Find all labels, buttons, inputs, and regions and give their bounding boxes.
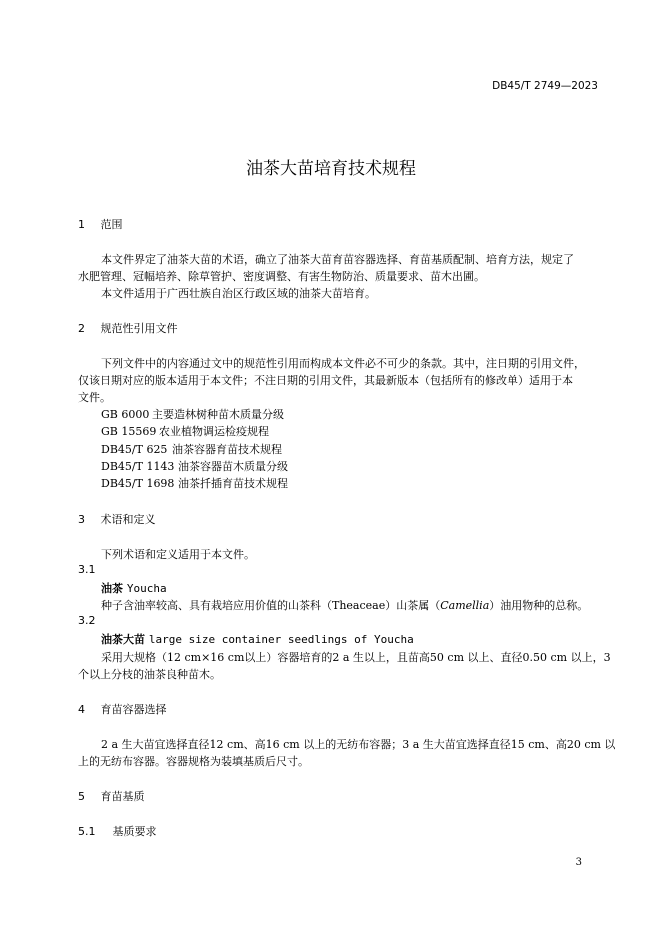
reference-code: GB 6000: [101, 408, 150, 421]
paragraph-line: 上的无纺布容器。容器规格为装填基质后尺寸。: [78, 755, 309, 768]
paragraph-line: 下列文件中的内容通过文中的规范性引用而构成本文件必不可少的条款。其中，注日期的引用文件，: [101, 357, 585, 370]
page-title: 油茶大苗培育技术规程: [246, 159, 416, 179]
section-title: 育苗容器选择: [100, 703, 167, 716]
section-number: 3: [78, 513, 85, 526]
paragraph-line: 2 a 生大苗宜选择直径12 cm、高16 cm 以上的无纺布容器；3 a 生大苗宜选择直径15 cm、高20 cm 以: [101, 738, 616, 751]
reference-code: DB45/T 1698: [101, 477, 175, 490]
term-name-en: Youcha: [126, 582, 167, 595]
section-3-heading: [78, 511, 156, 527]
page-number: 3: [575, 857, 582, 868]
reference-item: [101, 423, 269, 439]
term-number: 3.1: [78, 563, 96, 576]
term-name-cn: 油茶大苗: [101, 633, 145, 646]
paragraph-line: 下列术语和定义适用于本文件。: [101, 548, 255, 561]
term-definition: 采用大规格（12 cm×16 cm以上）容器培育的2 a 生以上，且苗高50 cm 以上、直径0.50 cm 以上，3: [101, 651, 611, 664]
reference-name: 农业植物调运检疫规程: [159, 425, 269, 438]
reference-item: [101, 406, 284, 422]
reference-item: [101, 458, 288, 474]
term-definition: 个以上分枝的油茶良种苗木。: [78, 668, 221, 681]
section-number: 1: [78, 218, 85, 231]
section-title: 术语和定义: [100, 513, 156, 526]
section-1-heading: [78, 216, 123, 232]
section-number: 2: [78, 322, 85, 335]
reference-name: 油茶容器育苗技术规程: [172, 443, 282, 456]
paragraph-line: 仅该日期对应的版本适用于本文件；不注日期的引用文件，其最新版本（包括所有的修改单）适用于本: [78, 374, 573, 387]
paragraph-line: 水肥管理、冠幅培养、除草管护、密度调整、有害生物防治、质量要求、苗木出圃。: [78, 270, 485, 283]
section-5-heading: [78, 788, 145, 804]
paragraph-line: 本文件界定了油茶大苗的术语，确立了油茶大苗育苗容器选择、育苗基质配制、培育方法，规定了: [101, 253, 574, 266]
term-number: 3.2: [78, 614, 96, 627]
document-number: DB45/T 2749—2023: [492, 80, 598, 92]
paragraph-line: 文件。: [78, 391, 111, 404]
reference-name: 油茶容器苗木质量分级: [178, 460, 288, 473]
definition-part: ）油用物种的总称。: [489, 599, 589, 612]
section-number: 5: [78, 790, 85, 803]
definition-part: 种子含油率较高、具有栽培应用价值的山茶科（Theaceae）山茶属（: [101, 599, 441, 612]
section-number: 4: [78, 703, 85, 716]
term-definition: [101, 597, 588, 613]
section-title: 规范性引用文件: [100, 322, 178, 335]
subsection-title: 基质要求: [112, 825, 157, 838]
paragraph-line: 本文件适用于广西壮族自治区行政区域的油茶大苗培育。: [101, 287, 376, 300]
section-2-heading: [78, 320, 178, 336]
reference-code: GB 15569: [101, 425, 157, 438]
term-name-cn: 油茶: [101, 582, 123, 595]
reference-code: DB45/T 625: [101, 443, 168, 456]
definition-latin: Camellia: [440, 599, 490, 612]
section-4-heading: [78, 701, 167, 717]
reference-item: [101, 441, 282, 457]
section-title: 育苗基质: [100, 790, 145, 803]
reference-item: [101, 475, 288, 491]
term-name-en: large size container seedlings of Youcha: [148, 633, 414, 646]
reference-name: 油茶扦插育苗技术规程: [178, 477, 288, 490]
subsection-5-1-heading: [78, 823, 157, 839]
term-name: [101, 631, 414, 647]
reference-name: 主要造林树种苗木质量分级: [152, 408, 284, 421]
subsection-number: 5.1: [78, 825, 96, 838]
section-title: 范围: [100, 218, 123, 231]
reference-code: DB45/T 1143: [101, 460, 175, 473]
term-name: [101, 580, 167, 596]
